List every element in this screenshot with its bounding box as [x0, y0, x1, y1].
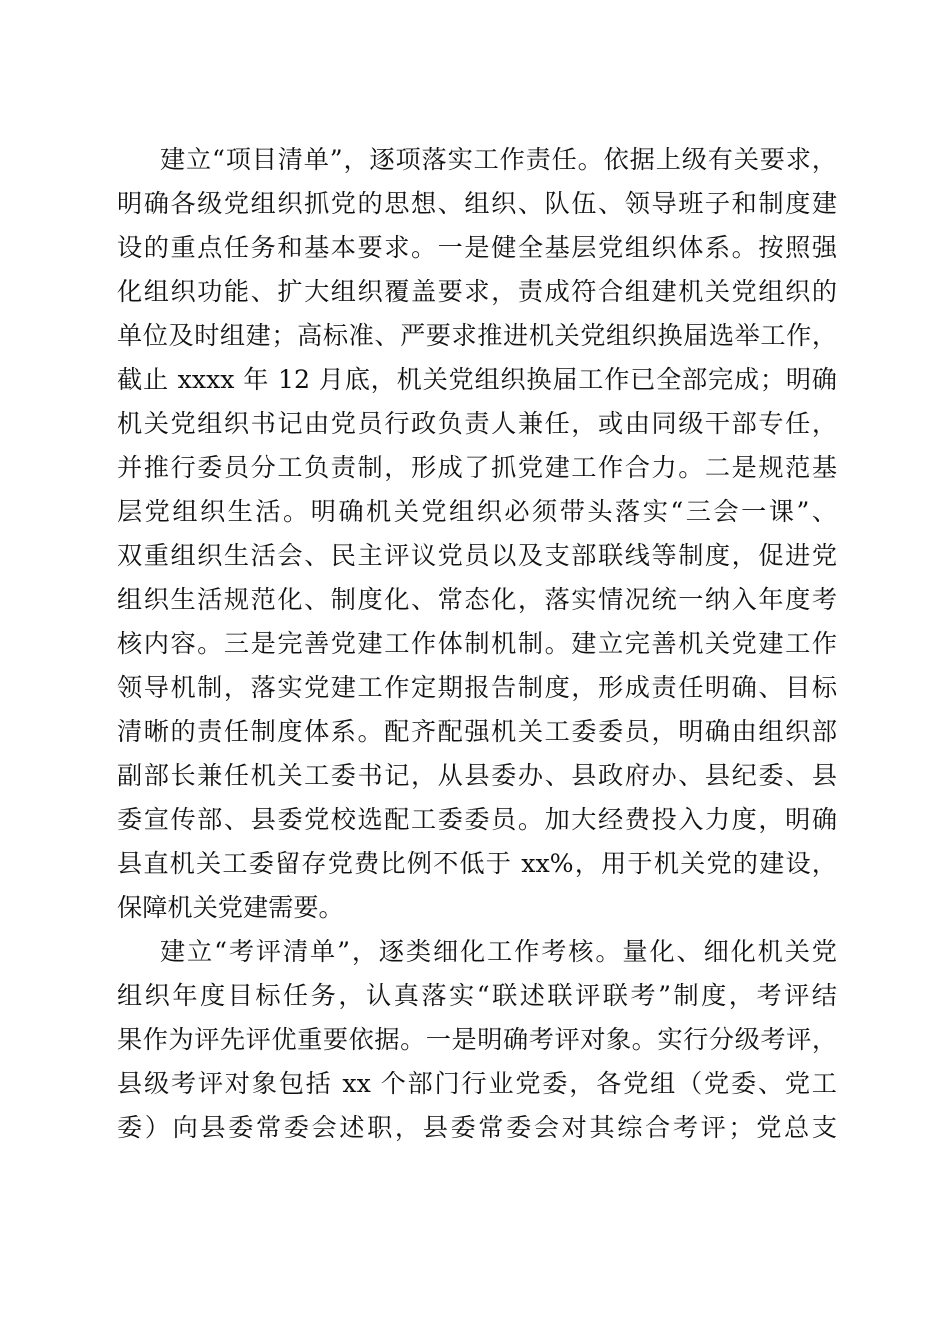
- text-line: 副部长兼任机关工委书记，从县委办、县政府办、县纪委、县: [117, 761, 837, 790]
- text-line: 单位及时组建；高标准、严要求推进机关党组织换届选举工作，: [117, 321, 837, 350]
- text-line: 果作为评先评优重要依据。一是明确考评对象。实行分级考评，: [117, 1025, 837, 1054]
- text-line: 截止 xxxx 年 12 月底，机关党组织换届工作已全部完成；明确: [117, 365, 837, 394]
- text-line: 层党组织生活。明确机关党组织必须带头落实“三会一课”、: [117, 497, 837, 526]
- text-line: 并推行委员分工负责制，形成了抓党建工作合力。二是规范基: [117, 453, 837, 482]
- text-line: 县级考评对象包括 xx 个部门行业党委，各党组（党委、党工: [117, 1069, 837, 1098]
- text-line: 机关党组织书记由党员行政负责人兼任，或由同级干部专任，: [117, 409, 837, 438]
- text-line: 化组织功能、扩大组织覆盖要求，责成符合组建机关党组织的: [117, 277, 837, 306]
- text-line: 组织年度目标任务，认真落实“联述联评联考”制度，考评结: [117, 981, 837, 1010]
- paragraph-evaluation-list: [117, 930, 837, 1150]
- document-body: [117, 138, 837, 1150]
- text-line: 设的重点任务和基本要求。一是健全基层党组织体系。按照强: [117, 233, 837, 262]
- text-line: 清晰的责任制度体系。配齐配强机关工委委员，明确由组织部: [117, 717, 837, 746]
- text-line: 组织生活规范化、制度化、常态化，落实情况统一纳入年度考: [117, 585, 837, 614]
- text-line: 委宣传部、县委党校选配工委委员。加大经费投入力度，明确: [117, 805, 837, 834]
- text-line: 委）向县委常委会述职，县委常委会对其综合考评；党总支: [117, 1113, 837, 1142]
- text-line: 保障机关党建需要。: [117, 893, 344, 922]
- text-line: 建立“项目清单”，逐项落实工作责任。依据上级有关要求，: [160, 145, 837, 174]
- text-line: 县直机关工委留存党费比例不低于 xx%，用于机关党的建设，: [117, 849, 837, 878]
- text-line: 双重组织生活会、民主评议党员以及支部联线等制度，促进党: [117, 541, 837, 570]
- paragraph-project-list: [117, 138, 837, 930]
- text-line: 核内容。三是完善党建工作体制机制。建立完善机关党建工作: [117, 629, 837, 658]
- text-line: 明确各级党组织抓党的思想、组织、队伍、领导班子和制度建: [117, 189, 837, 218]
- text-line: 领导机制，落实党建工作定期报告制度，形成责任明确、目标: [117, 673, 837, 702]
- text-line: 建立“考评清单”，逐类细化工作考核。量化、细化机关党: [160, 937, 837, 966]
